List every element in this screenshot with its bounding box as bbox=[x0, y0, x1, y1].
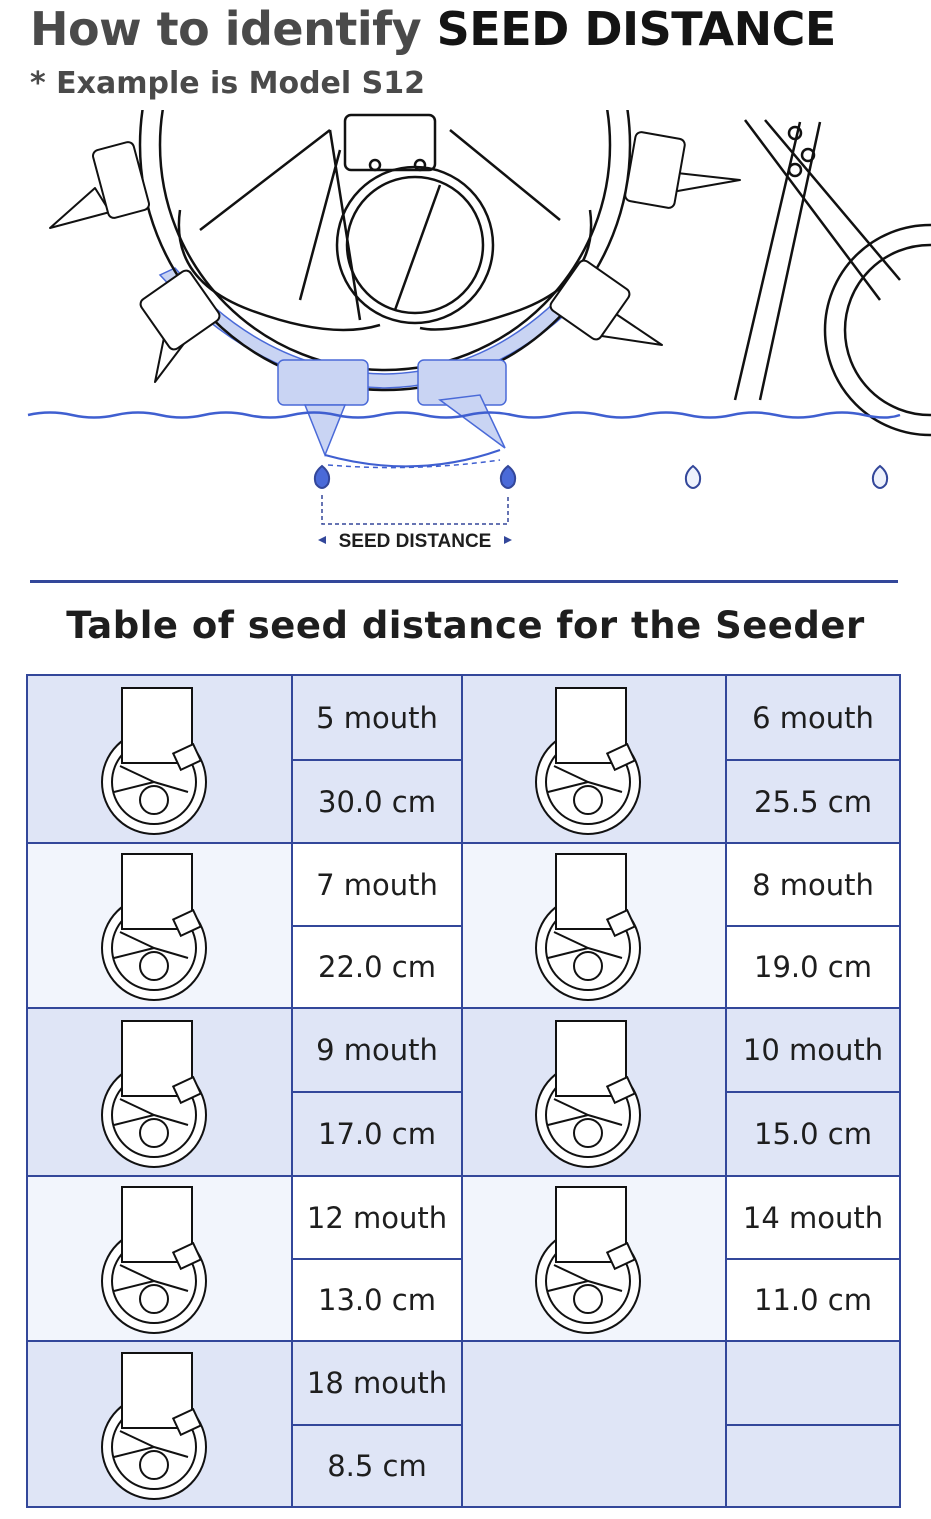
table-cell-distance: 17.0 cm bbox=[292, 1092, 462, 1176]
seeder-7-mouth-image bbox=[27, 843, 292, 1008]
seeder-8-mouth-image bbox=[462, 843, 726, 1008]
table-cell-mouth: 8 mouth bbox=[726, 843, 900, 926]
table-cell-mouth: 9 mouth bbox=[292, 1008, 462, 1092]
table-cell-mouth: 14 mouth bbox=[726, 1176, 900, 1259]
title-prefix: How to identify bbox=[30, 2, 437, 56]
table-cell-distance: 19.0 cm bbox=[726, 926, 900, 1008]
page-title bbox=[30, 2, 836, 56]
table-cell-mouth: 12 mouth bbox=[292, 1176, 462, 1259]
table-cell-distance: 30.0 cm bbox=[292, 760, 462, 843]
seeder-9-mouth-image bbox=[27, 1008, 292, 1176]
seed-distance-table bbox=[26, 674, 901, 1508]
table-cell-mouth: 5 mouth bbox=[292, 675, 462, 760]
seeder-5-mouth-image bbox=[27, 675, 292, 843]
seeder-6-mouth-image bbox=[462, 675, 726, 843]
seeder-icon bbox=[524, 682, 664, 837]
seeder-icon bbox=[524, 1015, 664, 1170]
empty-cell bbox=[726, 1425, 900, 1507]
seeder-12-mouth-image bbox=[27, 1176, 292, 1341]
section-divider bbox=[30, 580, 898, 583]
seeder-icon bbox=[90, 848, 230, 1003]
table-cell-mouth: 18 mouth bbox=[292, 1341, 462, 1425]
table-cell-distance: 22.0 cm bbox=[292, 926, 462, 1008]
table-cell-mouth: 10 mouth bbox=[726, 1008, 900, 1092]
seeder-icon bbox=[90, 682, 230, 837]
table-cell-distance: 15.0 cm bbox=[726, 1092, 900, 1176]
table-cell-distance: 25.5 cm bbox=[726, 760, 900, 843]
seeder-icon bbox=[524, 848, 664, 1003]
title-emphasis: SEED DISTANCE bbox=[436, 2, 836, 56]
seeder-10-mouth-image bbox=[462, 1008, 726, 1176]
seeder-18-mouth-image bbox=[27, 1341, 292, 1507]
table-cell-distance: 11.0 cm bbox=[726, 1259, 900, 1341]
seeder-icon bbox=[90, 1015, 230, 1170]
seeder-illustration bbox=[0, 110, 931, 580]
seeder-icon bbox=[524, 1181, 664, 1336]
empty-cell bbox=[462, 1341, 726, 1507]
table-cell-mouth: 7 mouth bbox=[292, 843, 462, 926]
table-title: Table of seed distance for the Seeder bbox=[66, 604, 865, 647]
seed-distance-label: SEED DISTANCE bbox=[338, 531, 492, 552]
table-cell-mouth: 6 mouth bbox=[726, 675, 900, 760]
page-subtitle: * Example is Model S12 bbox=[30, 66, 425, 101]
seeder-14-mouth-image bbox=[462, 1176, 726, 1341]
table-cell-distance: 8.5 cm bbox=[292, 1425, 462, 1507]
seeder-icon bbox=[90, 1181, 230, 1336]
seeder-icon bbox=[90, 1347, 230, 1502]
empty-cell bbox=[726, 1341, 900, 1425]
table-cell-distance: 13.0 cm bbox=[292, 1259, 462, 1341]
